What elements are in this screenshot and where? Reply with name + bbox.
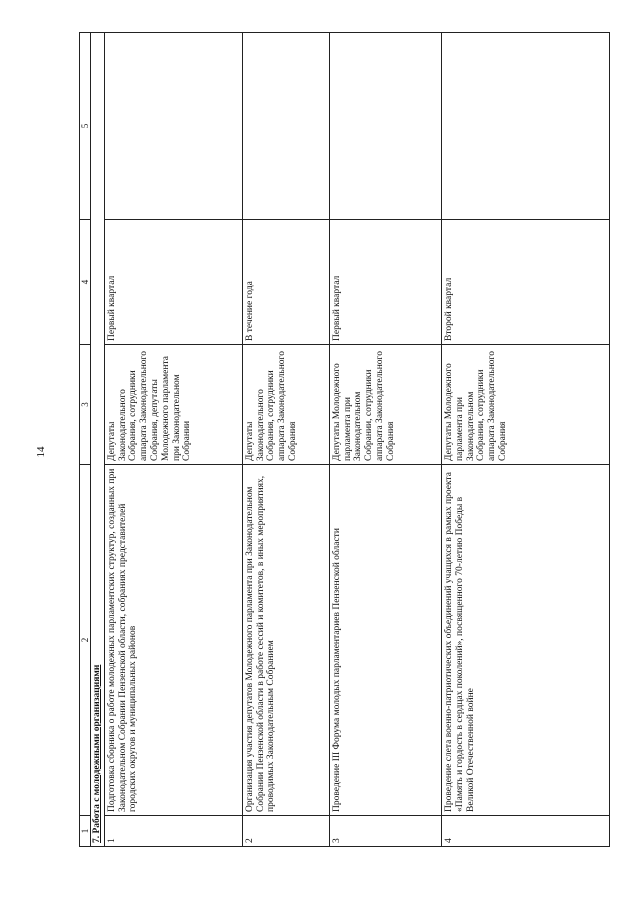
section-row xyxy=(91,33,105,847)
header-row xyxy=(80,33,91,847)
column-header-event: 2 xyxy=(80,465,91,816)
page-number: 14 xyxy=(35,446,47,458)
event-cell: Подготовка сборника о работе молодежных парламентских структур, созданных при Законодательном Собрании Пензенской области, собраниях представителей городских округов и муниципальных районов xyxy=(104,465,242,816)
responsible-cell: Депутаты Законодательного Собрания, сотрудники аппарата Законодательного Собрания, депутаты Молодежного парламента при Законодательном Собрании xyxy=(104,345,242,465)
event-cell: Проведение III Форума молодых парламентариев Пензенской области xyxy=(329,465,441,816)
term-cell: Первый квартал xyxy=(329,220,441,345)
note-cell xyxy=(104,33,242,220)
row-number: 2 xyxy=(242,816,329,847)
note-cell xyxy=(441,33,609,220)
term-cell: Первый квартал xyxy=(104,220,242,345)
responsible-cell: Депутаты Молодежного парламента при Законодательном Собрании, сотрудники аппарата Законодательного Собрания xyxy=(441,345,609,465)
plan-table-sheet xyxy=(79,33,610,847)
section-title: 7. Работа с молодежными организациями xyxy=(91,33,105,847)
note-cell xyxy=(242,33,329,220)
table-row xyxy=(329,33,441,847)
row-number: 4 xyxy=(441,816,609,847)
term-cell: В течение года xyxy=(242,220,329,345)
column-header-responsible: 3 xyxy=(80,345,91,465)
column-header-term: 4 xyxy=(80,220,91,345)
event-cell: Организация участия депутатов Молодежного парламента при Законодательном Собрании Пензенской области в работе сессий и комитетов, в иных мероприятиях, проводимых Законодательным Собранием xyxy=(242,465,329,816)
table-row xyxy=(104,33,242,847)
column-header-number: 1 xyxy=(80,816,91,847)
note-cell xyxy=(329,33,441,220)
responsible-cell: Депутаты Молодежного парламента при Законодательном Собрании, сотрудники аппарата Законодательного Собрания xyxy=(329,345,441,465)
responsible-cell: Депутаты Законодательного Собрания, сотрудники аппарата Законодательного Собрания xyxy=(242,345,329,465)
table-row xyxy=(242,33,329,847)
event-cell: Проведение слета военно-патриотических объединений учащихся в рамках проекта «Память и гордость в сердцах поколений», посвященного 70-летию Победы в Великой Отечественной войне xyxy=(441,465,609,816)
plan-table xyxy=(79,32,610,847)
row-number: 1 xyxy=(104,816,242,847)
term-cell: Второй квартал xyxy=(441,220,609,345)
column-header-note: 5 xyxy=(80,33,91,220)
table-row xyxy=(441,33,609,847)
row-number: 3 xyxy=(329,816,441,847)
